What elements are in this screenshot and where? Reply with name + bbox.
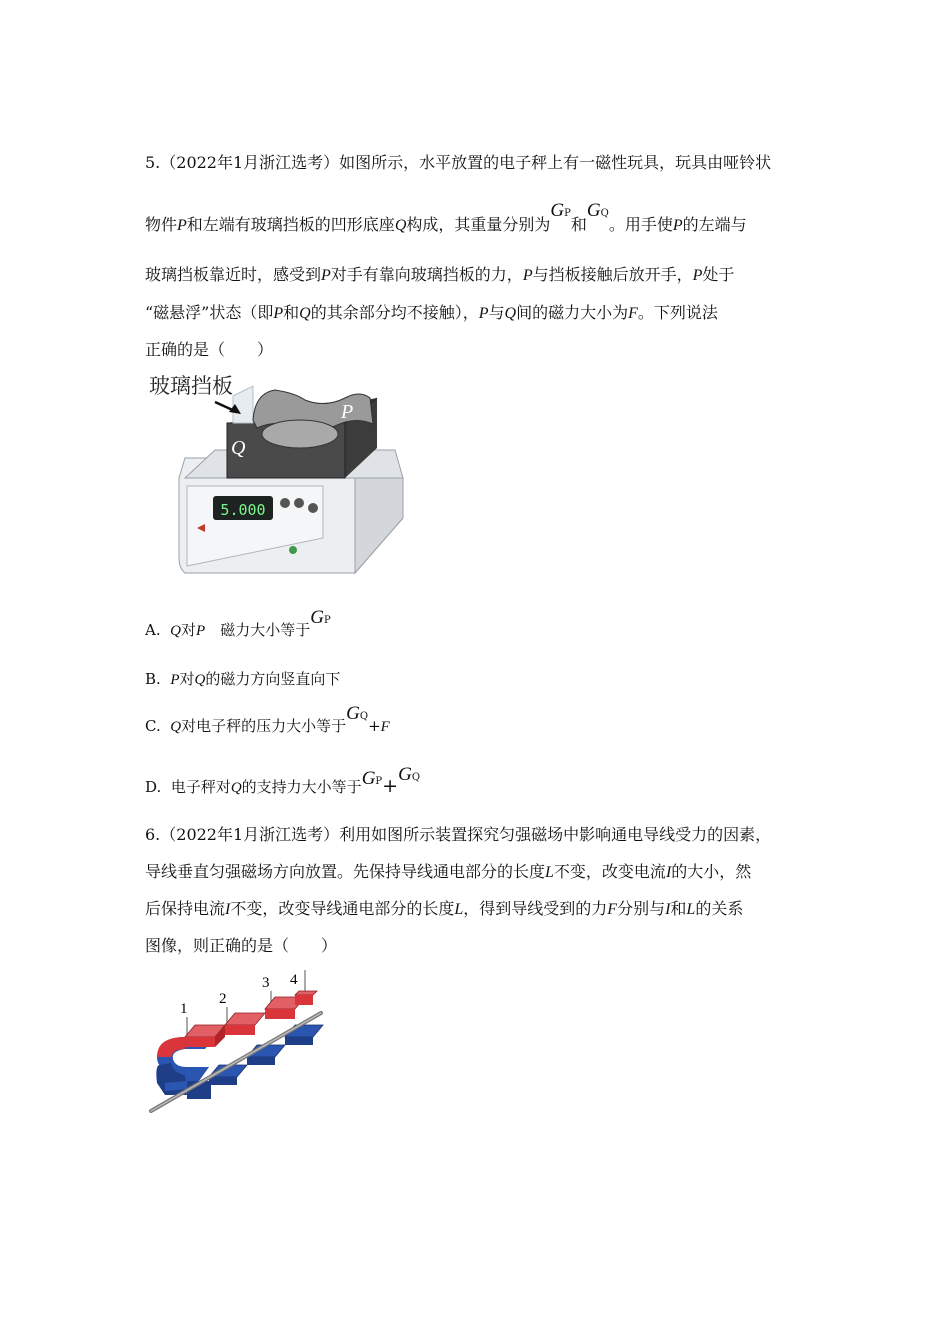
scale-figure: [145, 368, 410, 583]
option-d[interactable]: D. 电子秤对Q的支持力大小等于GP+GQ: [145, 764, 421, 797]
label-2: 2: [219, 991, 227, 1007]
scale-display: 5.000: [220, 501, 266, 519]
q6-line-1: 6.（2022年1月浙江选考）利用如图所示装置探究匀强磁场中影响通电导线受力的因素，: [145, 825, 772, 844]
q5-line-3: 玻璃挡板靠近时，感受到P对手有靠向玻璃挡板的力，P与挡板接触后放开手，P处于: [145, 265, 735, 284]
label-3: 3: [262, 975, 270, 991]
q5-line-2: 物件P和左端有玻璃挡板的凹形底座Q构成，其重量分别为GP和GQ。用手使P的左端与: [145, 200, 747, 234]
magnets-figure: [145, 965, 330, 1115]
label-1: 1: [180, 1001, 188, 1017]
q5-line-5: 正确的是（ ）: [145, 340, 274, 359]
label-4: 4: [290, 972, 298, 988]
glass-plate-label: 玻璃挡板: [149, 374, 233, 398]
q6-line-4: 图像，则正确的是（ ）: [145, 936, 338, 955]
q6-line-2: 导线垂直匀强磁场方向放置。先保持导线通电部分的长度L不变，改变电流I的大小，然: [145, 862, 752, 881]
q5-line-4: “磁悬浮”状态（即P和Q的其余部分均不接触），P与Q间的磁力大小为F。下列说法: [145, 303, 718, 322]
option-c[interactable]: C. Q对电子秤的压力大小等于GQ+F: [145, 703, 390, 735]
q5-line-1: 5.（2022年1月浙江选考）如图所示，水平放置的电子秤上有一磁性玩具，玩具由哑铃状: [145, 153, 772, 172]
option-b[interactable]: B. P对Q的磁力方向竖直向下: [145, 670, 341, 688]
label-p: P: [341, 401, 354, 423]
q6-line-3: 后保持电流I不变，改变导线通电部分的长度L，得到导线受到的力F分别与I和L的关系: [145, 899, 744, 918]
option-a[interactable]: A. Q对P 磁力大小等于GP: [145, 607, 331, 639]
label-q: Q: [231, 437, 246, 459]
